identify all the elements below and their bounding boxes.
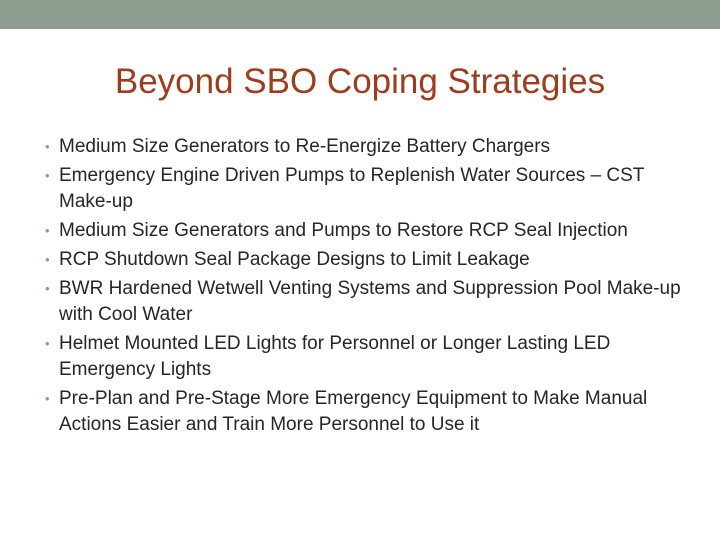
- bullet-item: [44, 218, 684, 244]
- bullet-text: BWR Hardened Wetwell Venting Systems and Suppression Pool Make-up with Cool Water: [59, 278, 681, 325]
- bullet-list: [44, 134, 684, 441]
- bullet-dot-icon: •: [45, 223, 50, 238]
- bullet-text: RCP Shutdown Seal Package Designs to Limit Leakage: [59, 249, 530, 270]
- bullet-item: [44, 386, 684, 438]
- bullet-item: [44, 134, 684, 160]
- bullet-item: [44, 247, 684, 273]
- top-accent-bar: [0, 0, 720, 29]
- bullet-item: [44, 331, 684, 383]
- bullet-dot-icon: •: [45, 391, 50, 406]
- bullet-text: Emergency Engine Driven Pumps to Replenish Water Sources – CST Make-up: [59, 165, 645, 212]
- bullet-dot-icon: •: [45, 281, 50, 296]
- bullet-item: [44, 163, 684, 215]
- bullet-dot-icon: •: [45, 252, 50, 267]
- slide-title: Beyond SBO Coping Strategies: [114, 62, 606, 101]
- bullet-text: Medium Size Generators to Re-Energize Battery Chargers: [59, 136, 551, 157]
- bullet-text: Medium Size Generators and Pumps to Restore RCP Seal Injection: [59, 220, 628, 241]
- bullet-item: [44, 276, 684, 328]
- bullet-dot-icon: •: [45, 168, 50, 183]
- bullet-dot-icon: •: [45, 139, 50, 154]
- bullet-dot-icon: •: [45, 336, 50, 351]
- bullet-text: Pre-Plan and Pre-Stage More Emergency Equipment to Make Manual Actions Easier and Train More Personnel to Use it: [59, 388, 648, 435]
- bullet-text: Helmet Mounted LED Lights for Personnel or Longer Lasting LED Emergency Lights: [59, 333, 611, 380]
